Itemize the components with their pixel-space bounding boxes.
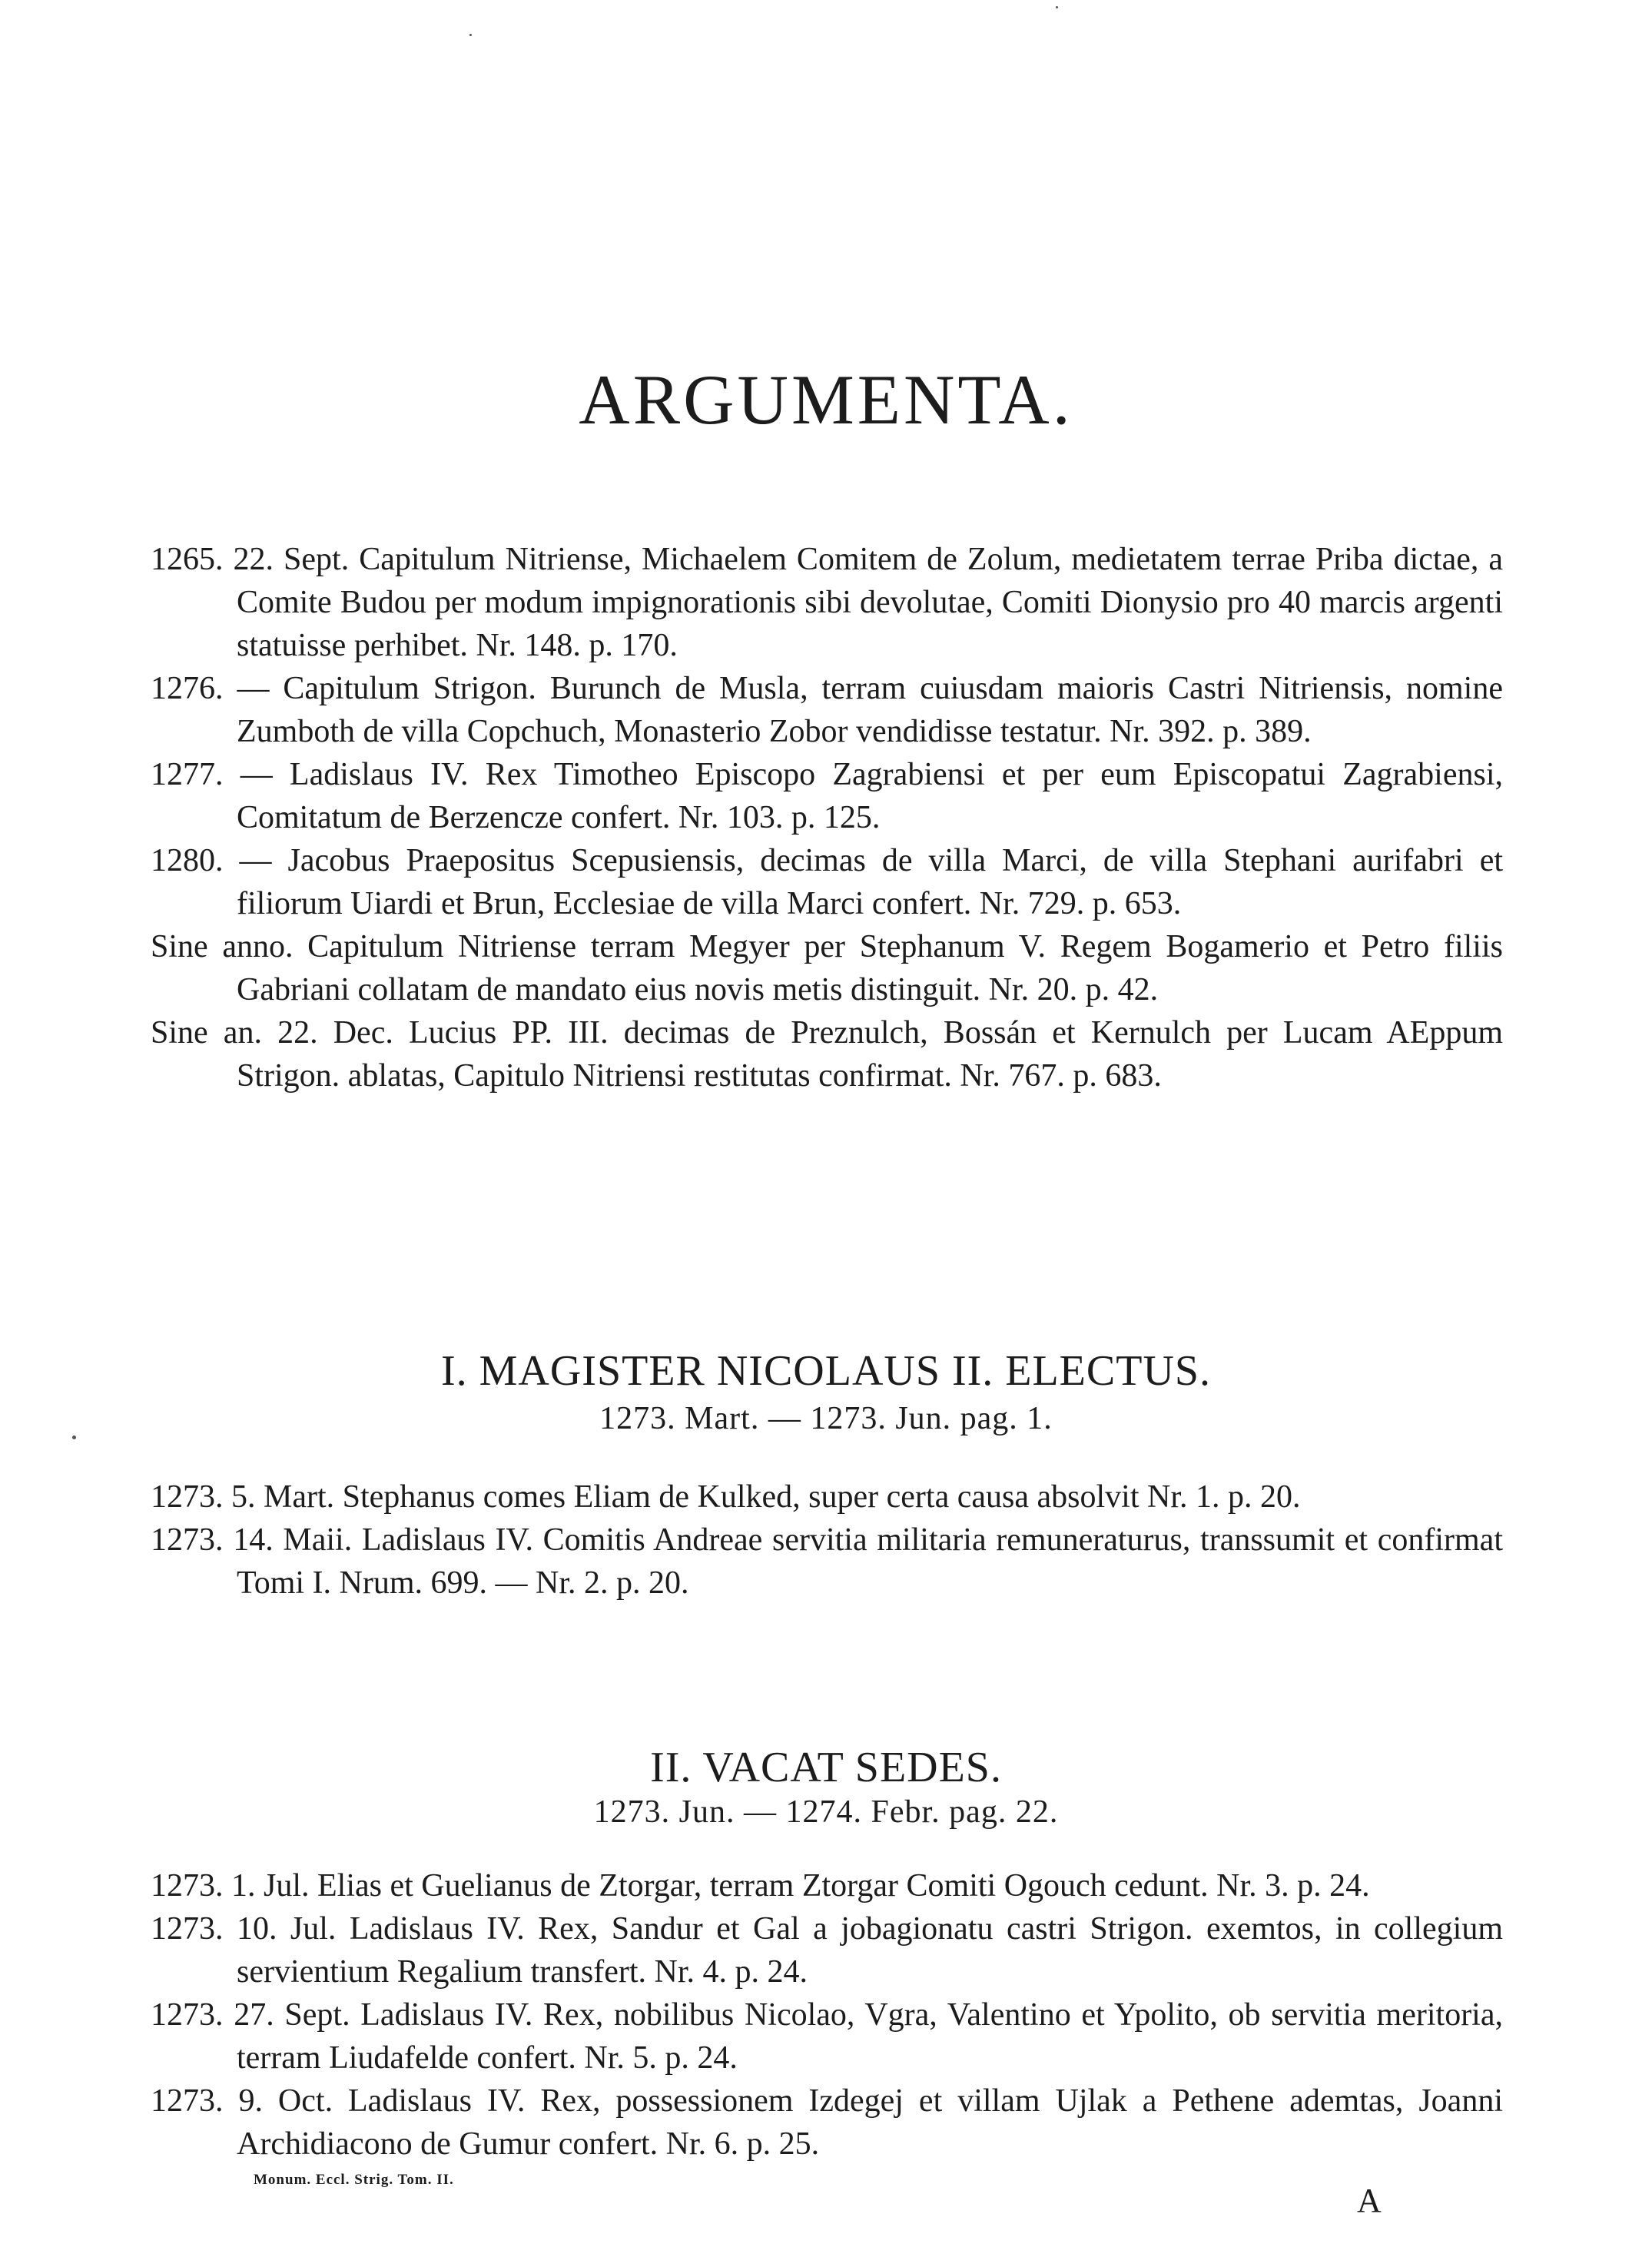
intro-entry-4: 1280. — Jacobus Praepositus Scepusiensis, decimas de villa Marci, de villa Stephani aurifabri et filiorum Uiardi et Brun, Ecclesiae de villa Marci confert. Nr. 729. p. 653. bbox=[151, 843, 1503, 921]
intro-entries bbox=[151, 538, 1503, 1097]
section-2-date-range: 1273. Jun. — 1274. Febr. pag. 22. bbox=[593, 1794, 1059, 1830]
section-1-entries bbox=[151, 1475, 1503, 1605]
section-1-entry-1: 1273. 5. Mart. Stephanus comes Eliam de Kulked, super certa causa absolvit Nr. 1. p. 20. bbox=[151, 1479, 1301, 1515]
scan-speck bbox=[1056, 6, 1058, 8]
section-2-entries bbox=[151, 1864, 1503, 2166]
section-2-entry-1: 1273. 1. Jul. Elias et Guelianus de Ztorgar, terram Ztorgar Comiti Ogouch cedunt. Nr. 3. p. 24. bbox=[151, 1868, 1370, 1904]
sheet-signature-mark: A bbox=[1357, 2182, 1382, 2219]
intro-entry-1: 1265. 22. Sept. Capitulum Nitriense, Michaelem Comitem de Zolum, medietatem terrae Priba dictae, a Comite Budou per modum impignorationis sibi devolutae, Comiti Dionysio pro 40 marcis argenti statuisse perhibet. Nr. 148. p. 170. bbox=[151, 542, 1503, 663]
section-2-entry-2: 1273. 10. Jul. Ladislaus IV. Rex, Sandur et Gal a jobagionatu castri Strigon. exemtos, in collegium servientium Regalium transfert. Nr. 4. p. 24. bbox=[151, 1911, 1503, 1990]
section-2-entry-3: 1273. 27. Sept. Ladislaus IV. Rex, nobilibus Nicolao, Vgra, Valentino et Ypolito, ob servitia meritoria, terram Liudafelde confert. Nr. 5. p. 24. bbox=[151, 1997, 1503, 2076]
section-1-title: I. MAGISTER NICOLAUS II. ELECTUS. bbox=[440, 1347, 1212, 1396]
intro-entry-5: Sine anno. Capitulum Nitriense terram Megyer per Stephanum V. Regem Bogamerio et Petro filiis Gabriani collatam de mandato eius novis metis distinguit. Nr. 20. p. 42. bbox=[151, 929, 1503, 1007]
section-2-entry-4: 1273. 9. Oct. Ladislaus IV. Rex, possessionem Izdegej et villam Ujlak a Pethene ademtas, Joanni Archidiacono de Gumur confert. Nr. 6. p. 25. bbox=[151, 2083, 1503, 2162]
scan-speck bbox=[469, 34, 472, 36]
intro-entry-2: 1276. — Capitulum Strigon. Burunch de Musla, terram cuiusdam maioris Castri Nitriensis, nomine Zumboth de villa Copchuch, Monasterio Zobor vendidisse testatur. Nr. 392. p. 389. bbox=[151, 671, 1503, 749]
section-1-entry-2: 1273. 14. Maii. Ladislaus IV. Comitis Andreae servitia militaria remuneraturus, transsumit et confirmat Tomi I. Nrum. 699. — Nr. 2. p. 20. bbox=[151, 1522, 1503, 1601]
intro-entry-3: 1277. — Ladislaus IV. Rex Timotheo Episcopo Zagrabiensi et per eum Episcopatui Zagrabiensi, Comitatum de Berzencze confert. Nr. 103. p. 125. bbox=[151, 757, 1503, 835]
page-title: ARGUMENTA. bbox=[579, 360, 1073, 439]
section-2-title: II. VACAT SEDES. bbox=[650, 1744, 1002, 1792]
signature-line: Monum. Eccl. Strig. Tom. II. bbox=[254, 2172, 454, 2188]
section-1-date-range: 1273. Mart. — 1273. Jun. pag. 1. bbox=[599, 1401, 1053, 1436]
intro-entry-6: Sine an. 22. Dec. Lucius PP. III. decimas de Preznulch, Bossán et Kernulch per Lucam AEppum Strigon. ablatas, Capitulo Nitriensi restitutas confirmat. Nr. 767. p. 683. bbox=[151, 1015, 1503, 1094]
